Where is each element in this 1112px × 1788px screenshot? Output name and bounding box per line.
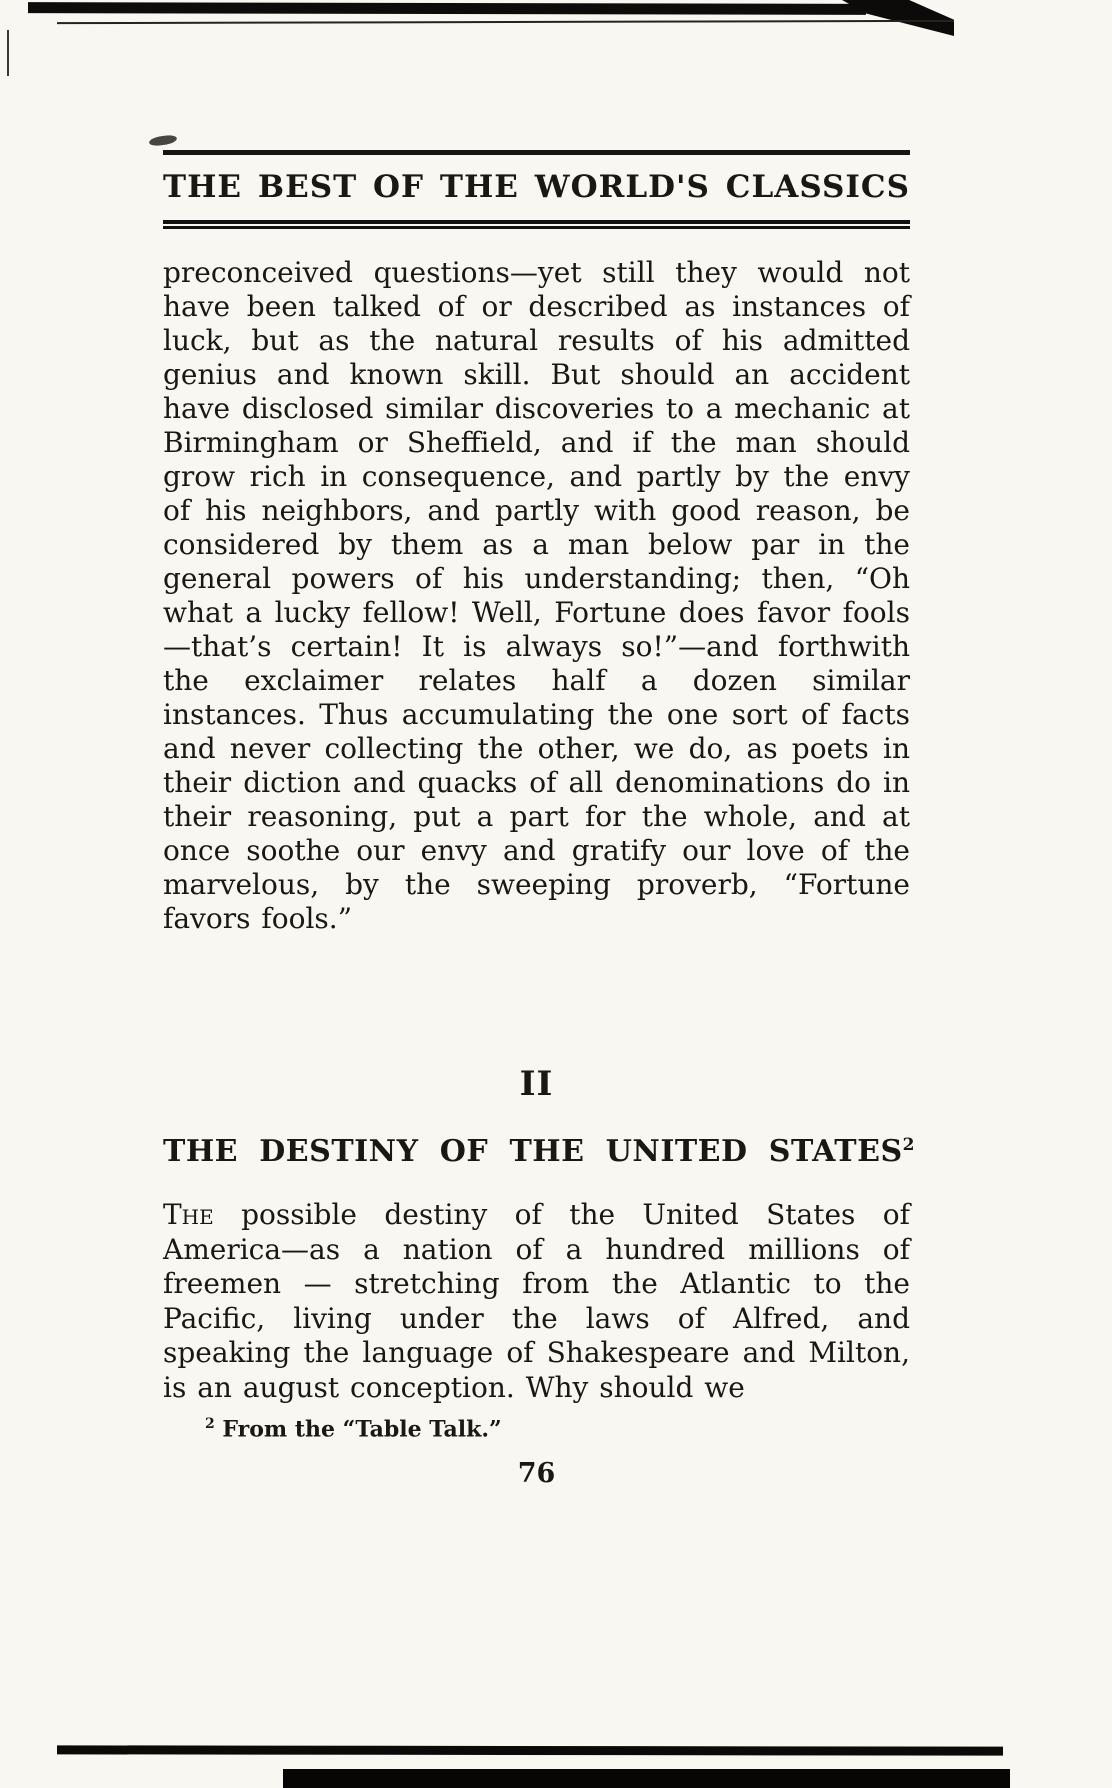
scan-artifact-bottom-bar-2 (283, 1769, 1010, 1788)
paragraph-destiny-text: possible destiny of the United States of America—as a nation of a hundred millions of freemen — stretching from the Atlantic to the Pacific, living under the laws of Alfred, and speaking the language of Shakespeare and Milton, is an august conception. Why should we (163, 1198, 910, 1404)
lead-word: The (163, 1198, 214, 1231)
paragraph-destiny (163, 1198, 910, 1405)
chapter-footnote-marker: 2 (902, 1135, 915, 1155)
scan-frame-left-line (7, 30, 9, 76)
scan-artifact-bottom-bar-1 (57, 1745, 1003, 1755)
ink-smudge (148, 134, 177, 147)
page-number: 76 (517, 1458, 556, 1489)
scan-artifact-top-wedge (842, 0, 954, 36)
paragraph-fortune-favors-fools: preconceived questions—yet still they would not have been talked of or described as instances of luck, but as the natural results of his admitted genius and known skill. But should an accident have disclosed similar discoveries to a mechanic at Birmingham or Sheffield, and if the man should grow rich in consequence, and partly by the envy of his neighbors, and partly with good reason, be considered by them as a man below par in the general powers of his understanding; then, “Oh what a lucky fellow! Well, Fortune does favor fools—that’s certain! It is always so!”—and forthwith the exclaimer relates half a dozen similar instances. Thus accumulating the one sort of facts and never collecting the other, we do, as poets in their diction and quacks of all denominations do in their reasoning, put a part for the whole, and at once soothe our envy and gratify our love of the marvelous, by the sweeping proverb, “Fortune favors fools.” (163, 256, 910, 935)
page-body (163, 256, 910, 936)
scan-artifact-top-bar (28, 2, 866, 15)
footnote-marker: 2 (205, 1416, 215, 1432)
footnote (205, 1416, 502, 1442)
chapter-number: II (519, 1064, 554, 1104)
running-header (163, 150, 910, 229)
scan-frame-top-line (57, 20, 954, 24)
header-rule-top (163, 150, 910, 155)
chapter-title-text: THE DESTINY OF THE UNITED STATES (163, 1134, 903, 1169)
footnote-text: From the “Table Talk.” (222, 1416, 502, 1443)
running-header-title: THE BEST OF THE WORLD'S CLASSICS (163, 169, 910, 205)
header-rule-bottom (163, 220, 910, 229)
chapter-title (163, 1134, 915, 1169)
